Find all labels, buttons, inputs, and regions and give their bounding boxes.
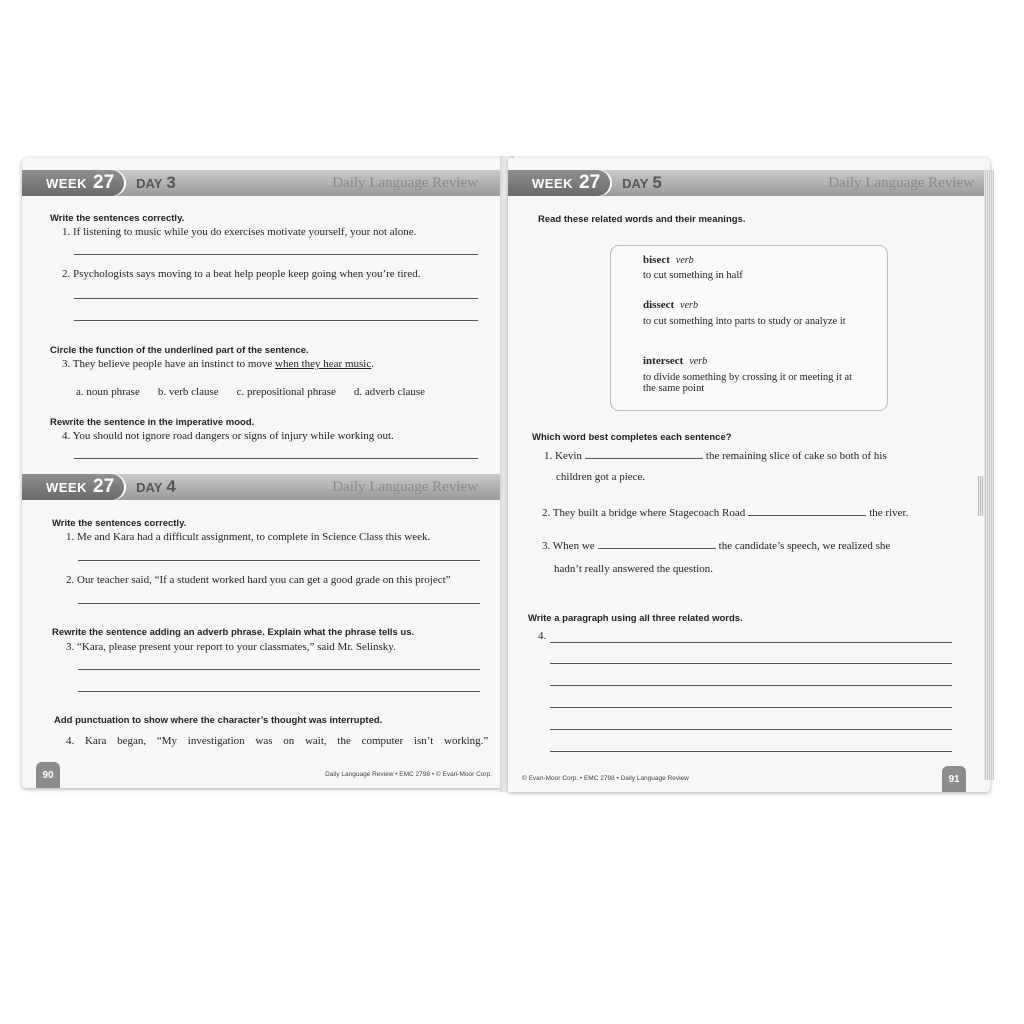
option-b[interactable]: b. verb clause xyxy=(157,386,219,398)
part-of-speech: verb xyxy=(680,300,698,311)
definition-bisect: to cut something in half xyxy=(643,270,743,281)
day5-header-band xyxy=(508,170,990,196)
q3-text: 3. They believe people have an instinct to move xyxy=(62,358,276,370)
q4-text: 4. Kara began, “My investigation was on wait, the computer isn’t working.” xyxy=(66,735,489,747)
week-label: WEEK xyxy=(46,175,87,191)
part-of-speech: verb xyxy=(675,255,694,266)
day3-question-2: 2. Psychologists says moving to a beat help people keep going when you’re tired. xyxy=(62,268,421,280)
day3-instruction-1: Write the sentences correctly. xyxy=(50,213,185,224)
day5-question-1-cont: children got a piece. xyxy=(556,471,646,483)
answer-line[interactable] xyxy=(74,320,478,321)
day-label xyxy=(136,173,176,193)
day3-week-pill xyxy=(22,170,124,196)
answer-line[interactable] xyxy=(78,603,480,604)
day4-instruction-3: Add punctuation to show where the character’s thought was interrupted. xyxy=(54,715,383,726)
day5-question-2 xyxy=(542,507,908,519)
right-page xyxy=(508,158,990,792)
day4-question-3: 3. “Kara, please present your report to your classmates,” said Mr. Selinsky. xyxy=(66,641,396,653)
day4-question-2: 2. Our teacher said, “If a student worked hard you can get a good grade on this project” xyxy=(66,574,451,586)
day5-question-3 xyxy=(542,540,890,552)
day3-instruction-2: Circle the function of the underlined part of the sentence. xyxy=(50,345,309,356)
q3-end: . xyxy=(371,358,374,370)
left-page xyxy=(22,158,506,788)
term-bisect xyxy=(643,254,694,266)
page-number-right: 91 xyxy=(942,766,966,792)
q2-start: 2. They built a bridge where Stagecoach Road xyxy=(542,507,746,519)
day5-instruction-3: Write a paragraph using all three related words. xyxy=(528,613,743,624)
vocabulary-box xyxy=(610,245,888,411)
footer-right: © Evan-Moor Corp. • EMC 2798 • Daily Language Review xyxy=(522,775,689,782)
day-word: DAY xyxy=(136,480,163,495)
day3-question-3 xyxy=(62,358,374,370)
week-label: WEEK xyxy=(46,479,87,495)
day5-week-pill xyxy=(508,170,610,196)
week-number: 27 xyxy=(93,172,115,193)
day5-question-1 xyxy=(544,450,887,462)
series-title: Daily Language Review xyxy=(332,478,478,495)
week-number: 27 xyxy=(579,172,601,193)
answer-line[interactable] xyxy=(550,685,952,686)
answer-line[interactable] xyxy=(78,691,480,692)
term-word: intersect xyxy=(643,355,684,367)
answer-line[interactable] xyxy=(78,669,480,670)
answer-line[interactable] xyxy=(74,298,478,299)
option-a[interactable]: a. noun phrase xyxy=(76,386,140,398)
day4-header-band xyxy=(22,474,506,500)
day3-instruction-3: Rewrite the sentence in the imperative mood. xyxy=(50,417,255,428)
day3-header-band xyxy=(22,170,506,196)
day4-question-1: 1. Me and Kara had a difficult assignment, to complete in Science Class this week. xyxy=(66,531,431,543)
day-label xyxy=(622,173,662,193)
day-word: DAY xyxy=(622,176,649,191)
day3-question-1: 1. If listening to music while you do exercises motivate yourself, your not alone. xyxy=(62,226,417,238)
day-word: DAY xyxy=(136,176,163,191)
day5-question-4: 4. xyxy=(538,630,547,642)
answer-line[interactable] xyxy=(550,642,952,643)
page-number-left: 90 xyxy=(36,762,60,788)
week-number: 27 xyxy=(93,476,115,497)
term-word: bisect xyxy=(643,254,670,266)
answer-line[interactable] xyxy=(74,254,478,255)
day-number: 3 xyxy=(166,173,176,192)
fill-in-blank[interactable] xyxy=(598,547,716,549)
fill-in-blank[interactable] xyxy=(585,457,703,459)
series-title: Daily Language Review xyxy=(828,174,974,191)
book-page-edges xyxy=(984,170,994,780)
q2-end: the river. xyxy=(869,507,909,519)
day5-question-3-cont: hadn’t really answered the question. xyxy=(554,563,713,575)
definition-intersect: to divide something by crossing it or meeting it at the same point xyxy=(643,372,853,394)
day3-question-4: 4. You should not ignore road dangers or signs of injury while working out. xyxy=(62,430,394,442)
q3-start: 3. When we xyxy=(542,540,595,552)
day-label xyxy=(136,477,176,497)
day4-instruction-1: Write the sentences correctly. xyxy=(52,518,187,529)
answer-line[interactable] xyxy=(74,458,478,459)
week-label: WEEK xyxy=(532,175,573,191)
term-word: dissect xyxy=(643,299,675,311)
day5-instruction-1: Read these related words and their meanings. xyxy=(538,214,746,225)
part-of-speech: verb xyxy=(689,356,708,367)
day4-instruction-2: Rewrite the sentence adding an adverb phrase. Explain what the phrase tells us. xyxy=(52,627,415,638)
option-c[interactable]: c. prepositional phrase xyxy=(236,386,336,398)
definition-dissect: to cut something into parts to study or analyze it xyxy=(643,316,846,327)
day4-question-4 xyxy=(66,735,489,747)
day4-week-pill xyxy=(22,474,124,500)
q3-end: the candidate’s speech, we realized she xyxy=(718,540,891,552)
answer-options xyxy=(76,386,425,398)
answer-line[interactable] xyxy=(550,751,952,752)
day-number: 5 xyxy=(652,173,662,192)
q1-start: 1. Kevin xyxy=(544,450,582,462)
answer-line[interactable] xyxy=(78,560,480,561)
term-dissect xyxy=(643,299,698,311)
fill-in-blank[interactable] xyxy=(748,514,866,516)
answer-line[interactable] xyxy=(550,707,952,708)
answer-line[interactable] xyxy=(550,663,952,664)
term-intersect xyxy=(643,355,707,367)
series-title: Daily Language Review xyxy=(332,174,478,191)
option-d[interactable]: d. adverb clause xyxy=(353,386,426,398)
footer-left: Daily Language Review • EMC 2798 • © Evan-Moor Corp. xyxy=(325,771,492,778)
day-number: 4 xyxy=(166,477,176,496)
day5-instruction-2: Which word best completes each sentence? xyxy=(532,432,732,443)
answer-line[interactable] xyxy=(550,729,952,730)
underlined-part: when they hear music xyxy=(275,358,372,370)
q1-end: the remaining slice of cake so both of his xyxy=(705,450,887,462)
